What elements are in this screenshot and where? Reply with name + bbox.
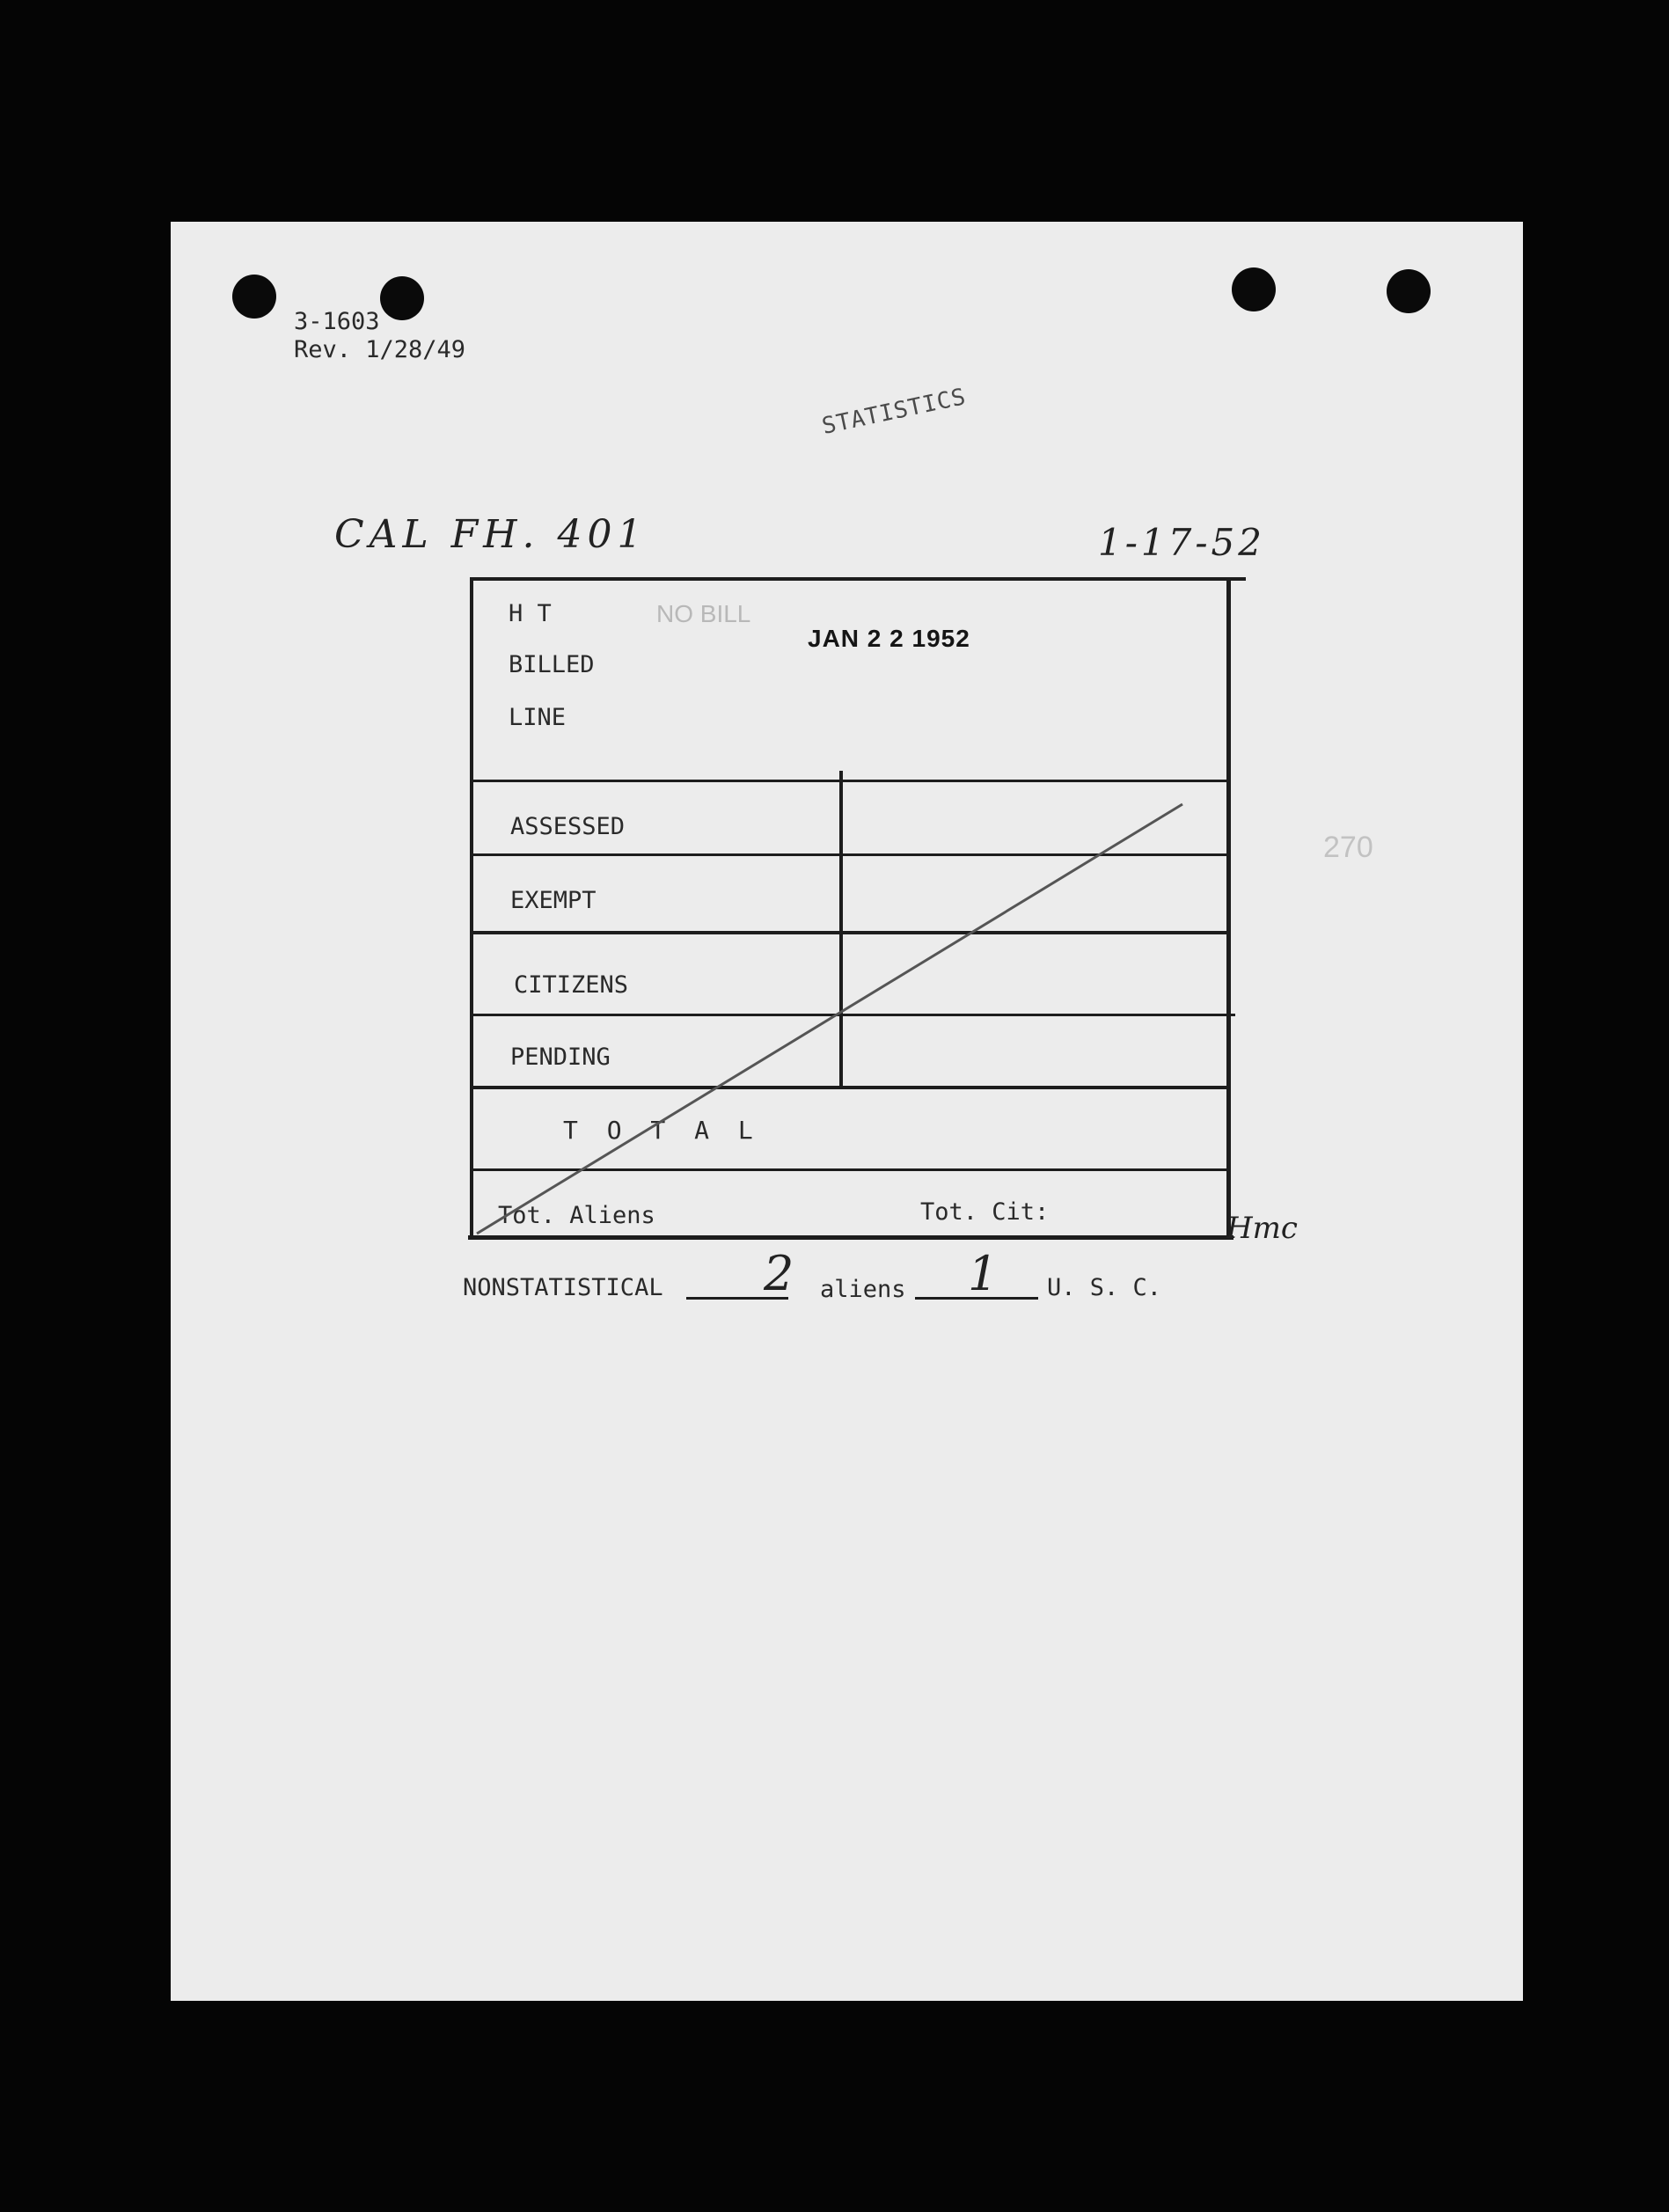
label-line: LINE: [509, 704, 567, 731]
diagonal-strike: [171, 222, 1523, 1366]
handwritten-date: 1-17-52: [1098, 521, 1265, 564]
label-citizens: CITIZENS: [514, 971, 629, 999]
document-page: [171, 222, 1523, 2001]
form-number: 3-1603: [294, 308, 380, 335]
handwritten-initials: Hmc: [1226, 1211, 1298, 1246]
aliens-count: 2: [764, 1246, 794, 1301]
handwritten-reference: CAL FH. 401: [334, 512, 648, 557]
aliens-label: aliens: [820, 1276, 906, 1303]
margin-note: 270: [1323, 831, 1373, 864]
form-revision: Rev. 1/28/49: [294, 336, 466, 363]
label-exempt: EXEMPT: [510, 887, 597, 914]
nonstatistical-label: NONSTATISTICAL: [463, 1274, 663, 1301]
statistics-stamp: STATISTICS: [819, 384, 969, 440]
date-stamp: JAN 2 2 1952: [808, 625, 970, 652]
usc-count: 1: [968, 1246, 999, 1301]
label-tot-cit: Tot. Cit:: [920, 1198, 1050, 1226]
label-total: T O T A L: [563, 1116, 760, 1145]
label-assessed: ASSESSED: [510, 813, 626, 840]
usc-label: U. S. C.: [1047, 1274, 1162, 1301]
label-pending: PENDING: [510, 1044, 611, 1071]
label-ht: H T: [509, 600, 552, 627]
label-tot-aliens: Tot. Aliens: [498, 1202, 655, 1229]
no-bill-stamp: NO BILL: [656, 600, 751, 627]
label-billed: BILLED: [509, 651, 595, 678]
